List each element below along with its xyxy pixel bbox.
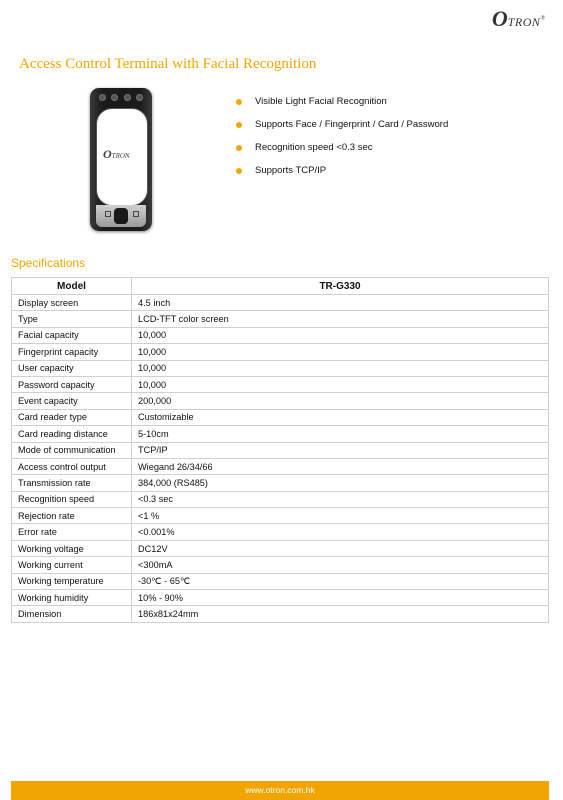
table-row bbox=[12, 458, 549, 474]
table-header-row bbox=[12, 278, 549, 295]
spec-value: 5-10cm bbox=[132, 426, 549, 442]
spec-value: 10,000 bbox=[132, 360, 549, 376]
table-row bbox=[12, 475, 549, 491]
key-icon bbox=[105, 211, 111, 217]
spec-value: 186x81x24mm bbox=[132, 606, 549, 622]
table-row bbox=[12, 442, 549, 458]
spec-value: TCP/IP bbox=[132, 442, 549, 458]
camera-lens-icon bbox=[111, 94, 118, 101]
feature-item bbox=[236, 164, 448, 187]
camera-lens-icon bbox=[124, 94, 131, 101]
spec-label: Transmission rate bbox=[12, 475, 132, 491]
home-icon bbox=[133, 211, 139, 217]
table-row bbox=[12, 409, 549, 425]
device-image bbox=[90, 88, 152, 231]
spec-label: User capacity bbox=[12, 360, 132, 376]
device-logo-text: TRON bbox=[111, 152, 130, 160]
spec-value: 10,000 bbox=[132, 327, 549, 343]
spec-label: Event capacity bbox=[12, 393, 132, 409]
feature-text: Recognition speed <0.3 sec bbox=[255, 142, 373, 153]
table-row bbox=[12, 327, 549, 343]
feature-item bbox=[236, 118, 448, 141]
spec-label: Recognition speed bbox=[12, 491, 132, 507]
table-row bbox=[12, 557, 549, 573]
bullet-icon bbox=[236, 122, 242, 128]
device-screen bbox=[96, 108, 148, 206]
table-row bbox=[12, 508, 549, 524]
spec-label: Working voltage bbox=[12, 540, 132, 556]
table-row bbox=[12, 590, 549, 606]
camera-lens-icon bbox=[136, 94, 143, 101]
spec-label: Type bbox=[12, 311, 132, 327]
column-header-model: Model bbox=[12, 278, 132, 295]
feature-item bbox=[236, 141, 448, 164]
spec-value: <0.3 sec bbox=[132, 491, 549, 507]
table-row bbox=[12, 426, 549, 442]
spec-value: Wiegand 26/34/66 bbox=[132, 458, 549, 474]
table-row bbox=[12, 573, 549, 589]
table-row bbox=[12, 376, 549, 392]
table-row bbox=[12, 360, 549, 376]
table-row bbox=[12, 311, 549, 327]
spec-value: 10,000 bbox=[132, 344, 549, 360]
camera-lens-icon bbox=[99, 94, 106, 101]
table-row bbox=[12, 524, 549, 540]
spec-label: Working temperature bbox=[12, 573, 132, 589]
feature-list bbox=[236, 95, 448, 187]
spec-label: Password capacity bbox=[12, 376, 132, 392]
camera-array bbox=[99, 94, 143, 102]
table-row bbox=[12, 491, 549, 507]
logo-text: TRON bbox=[507, 15, 541, 29]
device-screen-logo bbox=[103, 147, 130, 162]
feature-item bbox=[236, 95, 448, 118]
bullet-icon bbox=[236, 168, 242, 174]
table-row bbox=[12, 295, 549, 311]
column-header-product: TR-G330 bbox=[132, 278, 549, 295]
spec-label: Mode of communication bbox=[12, 442, 132, 458]
spec-label: Error rate bbox=[12, 524, 132, 540]
spec-value: <1 % bbox=[132, 508, 549, 524]
page-title: Access Control Terminal with Facial Recognition bbox=[19, 56, 317, 72]
spec-value: <0.001% bbox=[132, 524, 549, 540]
spec-label: Working humidity bbox=[12, 590, 132, 606]
spec-section-title: Specifications bbox=[11, 256, 86, 270]
bullet-icon bbox=[236, 145, 242, 151]
spec-value: 384,000 (RS485) bbox=[132, 475, 549, 491]
spec-value: 10,000 bbox=[132, 376, 549, 392]
spec-label: Display screen bbox=[12, 295, 132, 311]
spec-label: Card reader type bbox=[12, 409, 132, 425]
spec-label: Facial capacity bbox=[12, 327, 132, 343]
brand-logo bbox=[492, 6, 545, 32]
table-row bbox=[12, 606, 549, 622]
feature-text: Supports TCP/IP bbox=[255, 165, 327, 176]
spec-value: 10% - 90% bbox=[132, 590, 549, 606]
spec-value: 200,000 bbox=[132, 393, 549, 409]
spec-label: Card reading distance bbox=[12, 426, 132, 442]
table-row bbox=[12, 344, 549, 360]
feature-text: Visible Light Facial Recognition bbox=[255, 96, 387, 107]
spec-label: Working current bbox=[12, 557, 132, 573]
feature-text: Supports Face / Fingerprint / Card / Password bbox=[255, 119, 449, 130]
spec-value: -30℃ - 65℃ bbox=[132, 573, 549, 589]
fingerprint-sensor-icon bbox=[114, 208, 128, 224]
table-row bbox=[12, 540, 549, 556]
spec-label: Dimension bbox=[12, 606, 132, 622]
spec-value: Customizable bbox=[132, 409, 549, 425]
registered-mark: ® bbox=[540, 15, 545, 22]
spec-table bbox=[11, 277, 549, 623]
device-logo-initial: O bbox=[103, 147, 112, 161]
logo-initial: O bbox=[491, 6, 508, 31]
spec-value: DC12V bbox=[132, 540, 549, 556]
footer-website: www.otron.com.hk bbox=[11, 781, 549, 800]
spec-value: <300mA bbox=[132, 557, 549, 573]
bullet-icon bbox=[236, 99, 242, 105]
spec-label: Rejection rate bbox=[12, 508, 132, 524]
spec-label: Fingerprint capacity bbox=[12, 344, 132, 360]
table-row bbox=[12, 393, 549, 409]
spec-value: 4.5 inch bbox=[132, 295, 549, 311]
spec-value: LCD-TFT color screen bbox=[132, 311, 549, 327]
spec-label: Access control output bbox=[12, 458, 132, 474]
